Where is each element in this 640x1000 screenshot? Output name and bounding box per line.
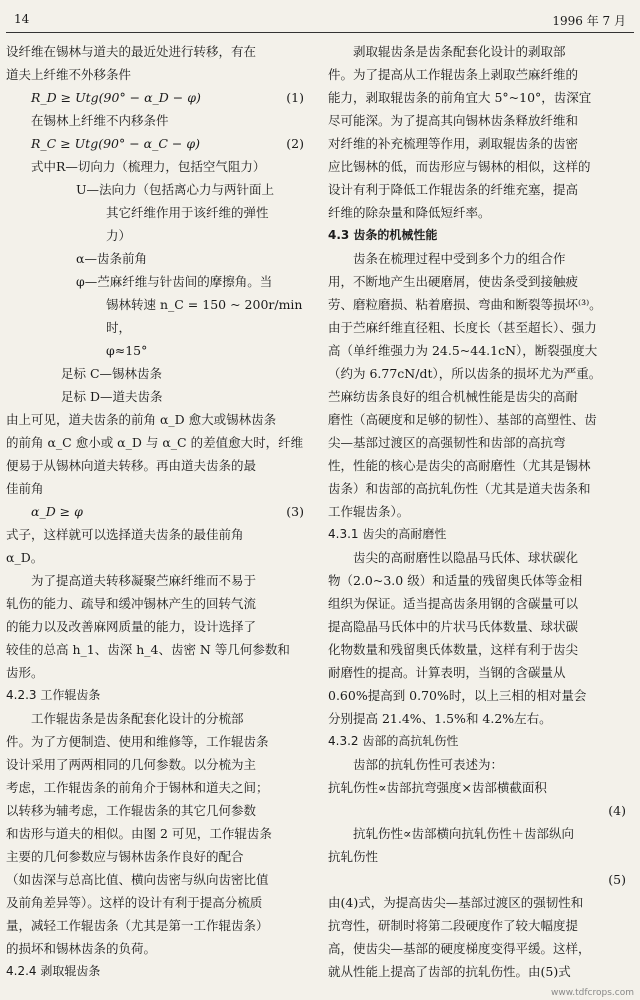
section-heading: 4.3 齿条的机械性能 xyxy=(328,228,438,242)
text-line: 齿部的抗轧伤性可表述为： xyxy=(353,757,504,772)
text-line: 工作辊齿条）。 xyxy=(328,504,410,519)
text-line: 设计采用了两两相同的几何参数。以分梳为主 xyxy=(6,757,257,772)
text-line: α_D。 xyxy=(6,550,44,565)
text-line: 抗轧伤性∝齿部横向抗轧伤性＋齿部纵向 xyxy=(353,826,574,841)
text-line: 主要的几何参数应与锡林齿条作良好的配合 xyxy=(6,849,244,864)
text-line: 应比锡林的低，而齿形应与锡林的相似，这样的 xyxy=(328,159,591,174)
section-heading: 4.3.1 齿尖的高耐磨性 xyxy=(328,527,447,541)
text-line: φ≈15° xyxy=(106,343,148,358)
text-line: 齿条）和齿部的高抗轧伤性（尤其是道夫齿条和 xyxy=(328,481,591,496)
text-line: 轧伤的能力、疏导和缓冲锡林产生的回转气流 xyxy=(6,596,257,611)
text-line: 设纤维在锡林与道夫的最近处进行转移，有在 xyxy=(6,44,257,59)
text-line: 对纤维的补充梳理等作用，剥取辊齿条的齿密 xyxy=(328,136,579,151)
text-line: 设计有利于降低工作辊齿条的纤维充塞，提高 xyxy=(328,182,579,197)
text-line: 的前角 α_C 愈小或 α_D 与 α_C 的差值愈大时，纤维 xyxy=(6,435,304,450)
text-line: 抗轧伤性 xyxy=(328,849,379,864)
text-line: 纤维的除杂量和降低短纤率。 xyxy=(328,205,491,220)
section-heading: 4.2.4 剥取辊齿条 xyxy=(6,964,101,978)
text-line: 由于苎麻纤维直径粗、长度长（甚至超长）、强力 xyxy=(328,320,597,335)
text-line: 锡林转速 n_C = 150 ~ 200r/min 时， xyxy=(106,297,303,335)
text-line: 和齿形与道夫的相似。由图 2 可见，工作辊齿条 xyxy=(6,826,272,841)
equation-number: (2) xyxy=(286,136,304,151)
text-line: 劳、磨粒磨损、粘着磨损、弯曲和断裂等损坏⁽³⁾。 xyxy=(328,297,602,312)
right-column xyxy=(328,40,628,983)
section-heading: 4.3.2 齿部的高抗轧伤性 xyxy=(328,734,459,748)
text-line: 用，不断地产生出硬磨屑，使齿条受到接触疲 xyxy=(328,274,579,289)
running-header xyxy=(8,8,632,30)
text-line: 齿条在梳理过程中受到多个力的组合作 xyxy=(353,251,566,266)
text-line: 组织为保证。适当提高齿条用钢的含碳量可以 xyxy=(328,596,579,611)
text-line: 考虑，工作辊齿条的前角介于锡林和道夫之间； xyxy=(6,780,269,795)
text-line: 提高隐晶马氏体中的片状马氏体数量、球状碳 xyxy=(328,619,579,634)
text-line: 性，性能的核心是齿尖的高耐磨性（尤其是锡林 xyxy=(328,458,591,473)
text-line: 分别提高 21.4%、1.5%和 4.2%左右。 xyxy=(328,711,552,726)
text-line: 尖—基部过渡区的高强韧性和齿部的高抗弯 xyxy=(328,435,566,450)
text-line: 较佳的总高 h_1、齿深 h_4、齿密 N 等几何参数和 xyxy=(6,642,290,657)
equation-number: (5) xyxy=(608,872,626,887)
text-line: 的损坏和锡林齿条的负荷。 xyxy=(6,941,157,956)
text-line: 尽可能深。为了提高其向锡林齿条释放纤维和 xyxy=(328,113,579,128)
text-line: 式中R—切向力（梳理力，包括空气阻力） xyxy=(31,159,266,174)
text-line: 抗轧伤性∝齿部抗弯强度×齿部横截面积 xyxy=(328,780,547,795)
page-number: 14 xyxy=(14,12,30,26)
equation-number: (3) xyxy=(286,504,304,519)
text-line: 0.60%提高到 0.70%时，以上三相的相对量会 xyxy=(328,688,587,703)
equation-3: α_D ≥ φ (3) xyxy=(6,500,306,523)
text-line: 的能力以及改善麻网质量的能力，设计选择了 xyxy=(6,619,257,634)
text-line: 足标 C—锡林齿条 xyxy=(61,366,163,381)
text-line: α—齿条前角 xyxy=(76,251,147,266)
text-line: 件。为了提高从工作辊齿条上剥取苎麻纤维的 xyxy=(328,67,579,82)
text-line: 便易于从锡林向道夫转移。再由道夫齿条的最 xyxy=(6,458,257,473)
issue-date: 1996 年 7 月 xyxy=(552,14,626,28)
text-line: 苎麻纺齿条良好的组合机械性能是齿尖的高耐 xyxy=(328,389,579,404)
equation-number: (4) xyxy=(608,803,626,818)
text-line: 在锡林上纤维不内移条件 xyxy=(31,113,169,128)
text-line: （约为 6.77cN/dt），所以齿条的损坏尤为严重。 xyxy=(328,366,602,381)
text-line: 物（2.0~3.0 级）和适量的残留奥氏体等金相 xyxy=(328,573,583,588)
text-line: 足标 D—道夫齿条 xyxy=(61,389,163,404)
section-heading: 4.2.3 工作辊齿条 xyxy=(6,688,101,702)
text-line: 以转移为辅考虑，工作辊齿条的其它几何参数 xyxy=(6,803,257,818)
text-line: 磨性（高硬度和足够的韧性）、基部的高塑性、齿 xyxy=(328,412,597,427)
text-line: 齿形。 xyxy=(6,665,44,680)
text-line: 道夫上纤维不外移条件 xyxy=(6,67,132,82)
header-rule xyxy=(6,32,634,33)
text-line: 为了提高道夫转移凝聚苎麻纤维而不易于 xyxy=(31,573,257,588)
watermark: www.tdfcrops.com xyxy=(551,988,634,998)
text-line: 量，减轻工作辊齿条（尤其是第一工作辊齿条） xyxy=(6,918,269,933)
text-line: （如齿深与总高比值、横向齿密与纵向齿密比值 xyxy=(6,872,269,887)
left-column xyxy=(6,40,306,983)
text-line: 由上可见，道夫齿条的前角 α_D 愈大或锡林齿条 xyxy=(6,412,277,427)
text-line: 剥取辊齿条是齿条配套化设计的剥取部 xyxy=(353,44,566,59)
text-line: 由(4)式，为提高齿尖—基部过渡区的强韧性和 xyxy=(328,895,584,910)
equation-1: R_D ≥ Utg(90° − α_D − φ) (1) xyxy=(6,86,306,109)
text-line: 高，使齿尖—基部的硬度梯度变得平缓。这样， xyxy=(328,941,591,956)
text-line: φ—苎麻纤维与针齿间的摩擦角。当 xyxy=(76,274,273,289)
text-line: 佳前角 xyxy=(6,481,44,496)
text-line: 工作辊齿条是齿条配套化设计的分梳部 xyxy=(31,711,244,726)
text-line: 其它纤维作用于该纤维的弹性 xyxy=(106,205,269,220)
equation-number: (1) xyxy=(286,90,304,105)
text-line: 及前角差异等）。这样的设计有利于提高分梳质 xyxy=(6,895,263,910)
equation-2: R_C ≥ Utg(90° − α_C − φ) (2) xyxy=(6,132,306,155)
text-line: 件。为了方便制造、使用和维修等，工作辊齿条 xyxy=(6,734,269,749)
text-line: 能力，剥取辊齿条的前角宜大 5°~10°，齿深宜 xyxy=(328,90,592,105)
text-line: 化物数量和残留奥氏体数量，这样有利于齿尖 xyxy=(328,642,579,657)
text-line: 齿尖的高耐磨性以隐晶马氏体、球状碳化 xyxy=(353,550,579,565)
text-line: 高（单纤维强力为 24.5~44.1cN），断裂强度大 xyxy=(328,343,598,358)
text-line: 耐磨性的提高。计算表明，当钢的含碳量从 xyxy=(328,665,566,680)
text-line: 就从性能上提高了齿部的抗轧伤性。由(5)式 xyxy=(328,964,571,979)
text-line: 力） xyxy=(106,228,132,243)
text-line: U—法向力（包括离心力与两针面上 xyxy=(76,182,275,197)
text-line: 式子，这样就可以选择道夫齿条的最佳前角 xyxy=(6,527,244,542)
text-line: 抗弯性，研制时将第二段硬度作了较大幅度提 xyxy=(328,918,579,933)
